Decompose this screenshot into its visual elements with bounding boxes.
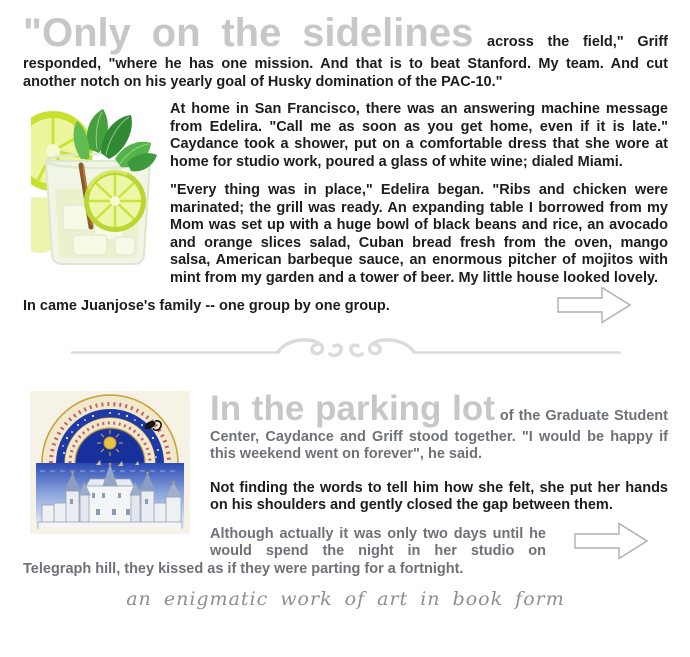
paragraph-family-arrives-text: In came Juanjose's family -- one group by one group. xyxy=(23,298,390,314)
section2-body xyxy=(23,388,668,579)
section1-heading-paragraph xyxy=(23,10,668,91)
manuscript-zodiac-castle-image xyxy=(30,391,190,534)
calligraphic-flourish-divider-icon xyxy=(66,336,626,362)
illuminated-manuscript-image xyxy=(30,391,190,534)
next-page-arrow-button[interactable] xyxy=(543,298,668,332)
paragraph-parting-kiss-text: Although actually it was only two days until he would spend the night in her studio on Telegraph hill, they kissed as if they were parting for a fortnight. xyxy=(23,525,546,577)
mojito-photo-image xyxy=(31,107,163,270)
right-arrow-icon xyxy=(572,522,650,560)
paragraph-at-home: At home in San Francisco, there was an answering machine message from Edelira. "Call me as soon as you get home, even if it is late." Caydance took a shower, put on a comfortable dress that she wore at home for studio work, poured a glass of white wine; dialed Miami. xyxy=(170,101,668,170)
section1-heading-continuation: across the field," Griff responded, "where he has one mission. And that is to beat Stanford. My team. And cut another notch on his yearly goal of Husky domination of the PAC-10." xyxy=(23,34,668,90)
section2-heading-large: In the parking lot xyxy=(210,388,495,428)
section2-heading-continuation: of the Graduate Student Center, Caydance and Griff stood together. "I would be happy if this weekend went on forever", he said. xyxy=(210,407,668,462)
paragraph-party-preparations: "Every thing was in place," Edelira began. "Ribs and chicken were marinated; the grill was ready. An expanding table I borrowed from my Mom was set up with a huge bowl of black beans and rice, an avocado and orange slices salad, Cuban bread fresh from the oven, mango salsa, American barbeque sauce, an enormous pitcher of mojitos with mint from my garden and a tower of beer. My little house looked lovely. xyxy=(170,182,668,286)
mojito-photo xyxy=(31,107,163,270)
paragraph-not-finding-words: Not finding the words to tell him how she felt, she put her hands on his shoulders and gently closed the gap between them. xyxy=(210,479,668,513)
paragraph-family-arrives xyxy=(23,298,668,316)
section-divider xyxy=(23,336,668,362)
book-tagline: an enigmatic work of art in book form xyxy=(126,588,565,610)
right-arrow-icon xyxy=(556,286,632,324)
next-page-arrow-button-2[interactable] xyxy=(546,526,668,562)
section1-body xyxy=(23,101,668,316)
section1-heading-large: "Only on the sidelines xyxy=(23,11,474,55)
